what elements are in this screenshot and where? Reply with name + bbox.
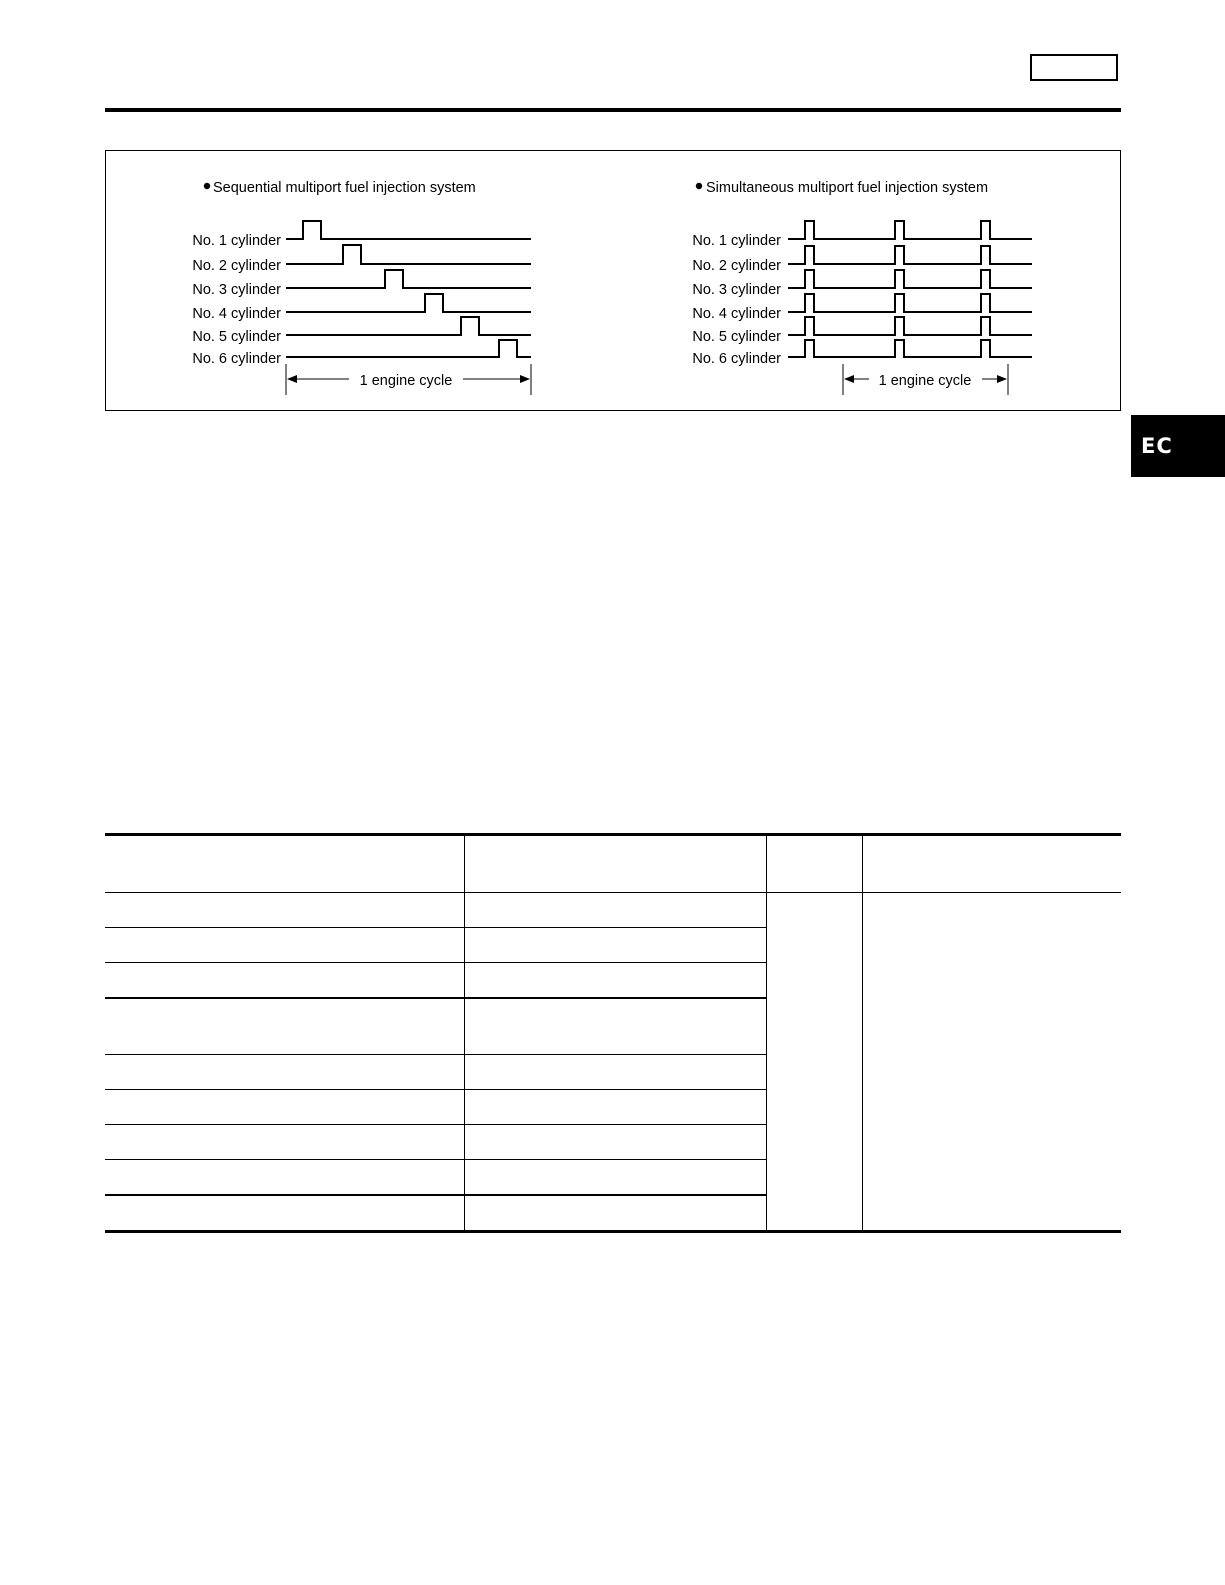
right-cylinder-label: No. 3 cylinder — [692, 282, 781, 298]
table-cell — [105, 1090, 464, 1125]
left-pulse-traces — [286, 221, 531, 357]
table-merged-cell — [862, 893, 1121, 1232]
injection-timing-diagram — [105, 150, 1121, 411]
table-cell — [464, 998, 766, 1055]
table-cell — [105, 928, 464, 963]
specification-table — [105, 833, 1121, 1233]
left-cylinder-label: No. 4 cylinder — [192, 306, 281, 322]
table-cell — [464, 893, 766, 928]
right-cylinder-label: No. 2 cylinder — [692, 258, 781, 274]
table-cell — [464, 1090, 766, 1125]
table-cell — [105, 893, 464, 928]
right-pulse-traces — [788, 221, 1032, 357]
right-cylinder-label: No. 5 cylinder — [692, 329, 781, 345]
table-cell — [464, 928, 766, 963]
left-cylinder-label: No. 3 cylinder — [192, 282, 281, 298]
header-rule — [105, 108, 1121, 112]
left-title-bullet-icon — [204, 183, 210, 189]
table-cell — [105, 963, 464, 999]
table-cell — [464, 1160, 766, 1196]
page-number-box — [1030, 54, 1118, 81]
table-cell — [105, 1055, 464, 1090]
right-cylinder-label: No. 4 cylinder — [692, 306, 781, 322]
right-trace-cylinder-5 — [788, 317, 1032, 335]
table-cell — [105, 1195, 464, 1232]
table-cell — [105, 1160, 464, 1196]
right-trace-cylinder-1 — [788, 221, 1032, 239]
left-cylinder-label: No. 1 cylinder — [192, 233, 281, 249]
left-cycle-label: 1 engine cycle — [359, 373, 453, 389]
right-cylinder-label: No. 1 cylinder — [692, 233, 781, 249]
right-panel-title: Simultaneous multiport fuel injection system — [706, 180, 989, 196]
left-trace-cylinder-3 — [286, 270, 531, 288]
left-trace-cylinder-5 — [286, 317, 531, 335]
table-header-row — [105, 835, 1121, 893]
left-trace-cylinder-2 — [286, 245, 531, 264]
right-cylinder-label: No. 6 cylinder — [692, 351, 781, 367]
right-cycle-label: 1 engine cycle — [878, 373, 972, 389]
table-merged-cell — [766, 893, 862, 1232]
table-header-cell — [862, 835, 1121, 893]
section-tab-ec[interactable]: EC — [1131, 415, 1225, 477]
table-header-cell — [105, 835, 464, 893]
table-cell — [464, 1055, 766, 1090]
left-trace-cylinder-6 — [286, 340, 531, 357]
right-trace-cylinder-4 — [788, 294, 1032, 312]
table-cell — [464, 1125, 766, 1160]
table-header-cell — [464, 835, 766, 893]
table-header-cell — [766, 835, 862, 893]
table-cell — [464, 963, 766, 999]
left-cylinder-label: No. 2 cylinder — [192, 258, 281, 274]
left-panel-title: Sequential multiport fuel injection system — [213, 180, 476, 196]
table-row — [105, 893, 1121, 928]
table-cell — [105, 1125, 464, 1160]
table-cell — [105, 998, 464, 1055]
right-title-bullet-icon — [696, 183, 702, 189]
data-table — [105, 833, 1121, 1233]
table-cell — [464, 1195, 766, 1232]
left-trace-cylinder-1 — [286, 221, 531, 239]
left-cylinder-label: No. 5 cylinder — [192, 329, 281, 345]
left-cylinder-label: No. 6 cylinder — [192, 351, 281, 367]
right-trace-cylinder-6 — [788, 340, 1032, 357]
right-trace-cylinder-3 — [788, 270, 1032, 288]
right-trace-cylinder-2 — [788, 246, 1032, 264]
left-trace-cylinder-4 — [286, 294, 531, 312]
injection-timing-figure — [105, 150, 1121, 411]
